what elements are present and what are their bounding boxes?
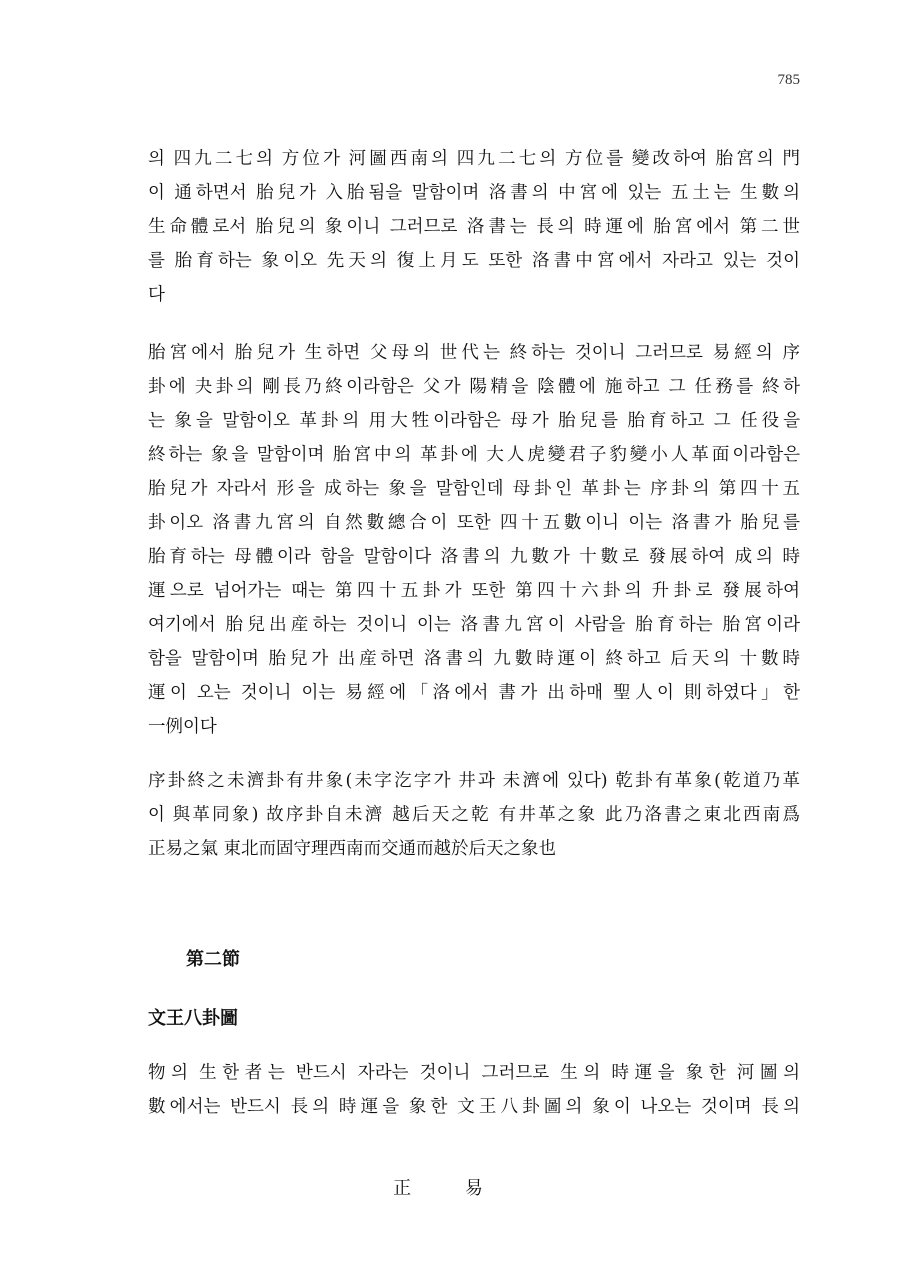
text-line: 運으로 넘어가는 때는 第四十五卦가 또한 第四十六卦의 升卦로 發展하여 [148,581,800,601]
paragraph-1 [148,142,800,312]
text-line: 胎兒가 자라서 形을 成하는 象을 말함인데 母卦인 革卦는 序卦의 第四十五 [148,479,800,499]
text-line: 胎宮에서 胎兒가 生하면 父母의 世代는 終하는 것이니 그러므로 易經의 序 [148,343,800,363]
text-line: 다 [148,285,165,305]
text-line: 여기에서 胎兒出産하는 것이니 이는 洛書九宮이 사람을 胎育하는 胎宮이라 [148,615,800,635]
text-line: 胎育하는 母體이라 함을 말함이다 洛書의 九數가 十數로 發展하여 成의 時 [148,547,800,567]
text-line: 正易之氣 東北而固守理西南而交通而越於后天之象也 [148,839,557,859]
text-line: 物의 生한者는 반드시 자라는 것이니 그러므로 生의 時運을 象한 河圖의 [148,1063,800,1083]
text-line: 一例이다 [148,717,217,737]
text-line: 를 胎育하는 象이오 先天의 復上月도 또한 洛書中宮에서 자라고 있는 것이 [148,251,800,271]
text-line: 終하는 象을 말함이며 胎宮中의 革卦에 大人虎變君子豹變小人革面이라함은 [148,445,800,465]
text-line: 數에서는 반드시 長의 時運을 象한 文王八卦圖의 象이 나오는 것이며 長의 [148,1097,800,1117]
text-line: 序卦終之未濟卦有井象(未字汔字가 井과 未濟에 있다) 乾卦有革象(乾道乃革 [148,771,800,791]
sub-heading: 文王八卦圖 [148,1008,238,1029]
text-line: 運이 오는 것이니 이는 易經에「洛에서 書가 出하매 聖人이 則하였다」한 [148,683,800,703]
text-line: 生命體로서 胎兒의 象이니 그러므로 洛書는 長의 時運에 胎宮에서 第二世 [148,217,800,237]
page-number: 785 [777,72,800,88]
footer-title: 正 易 [393,1178,507,1199]
paragraph-2 [148,336,800,744]
text-line: 의 四九二七의 方位가 河圖西南의 四九二七의 方位를 變改하여 胎宮의 門 [148,149,800,169]
paragraph-4 [148,1056,800,1124]
text-line: 卦이오 洛書九宮의 自然數總合이 또한 四十五數이니 이는 洛書가 胎兒를 [148,513,800,533]
section-heading: 第二節 [186,949,240,970]
text-line: 卦에 夬卦의 剛長乃終이라함은 父가 陽精을 陰體에 施하고 그 任務를 終하 [148,377,800,397]
paragraph-3 [148,764,800,866]
text-line: 는 象을 말함이오 革卦의 用大牲이라함은 母가 胎兒를 胎育하고 그 任役을 [148,411,800,431]
text-line: 함을 말함이며 胎兒가 出産하면 洛書의 九數時運이 終하고 后天의 十數時 [148,649,800,669]
text-line: 이 與革同象) 故序卦自未濟 越后天之乾 有井革之象 此乃洛書之東北西南爲 [148,805,800,825]
text-line: 이 通하면서 胎兒가 入胎됨을 말함이며 洛書의 中宮에 있는 五土는 生數의 [148,183,800,203]
